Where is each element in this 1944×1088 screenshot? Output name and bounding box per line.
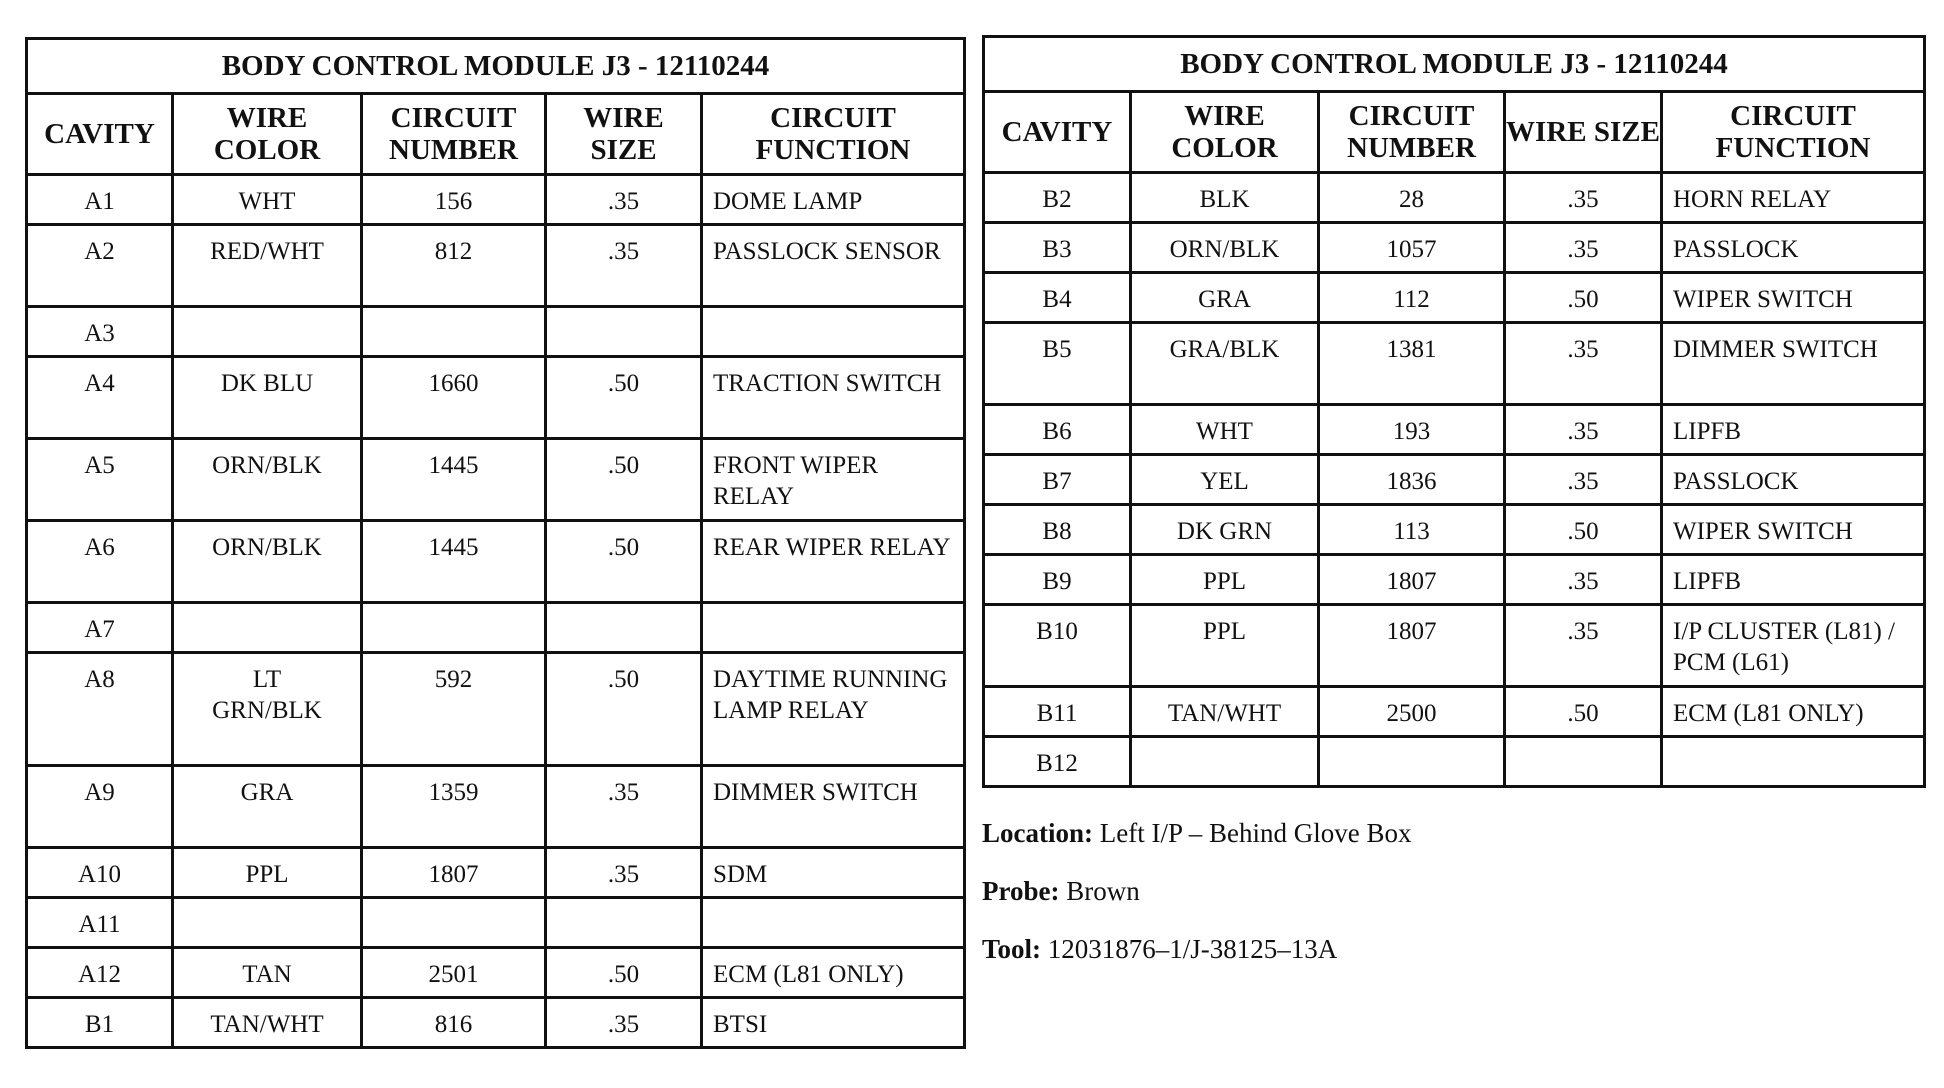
cell-circuit-function: TRACTION SWITCH — [702, 357, 965, 439]
cell-circuit-function: I/P CLUSTER (L81) / PCM (L61) — [1662, 605, 1925, 687]
cell-wire-size — [1505, 737, 1662, 787]
cell-wire-color: BLK — [1131, 173, 1319, 223]
cell-circuit-number — [362, 307, 546, 357]
cell-cavity: B3 — [984, 223, 1131, 273]
col-wire-size: WIRE SIZE — [1505, 92, 1662, 173]
cell-wire-size: .35 — [546, 998, 702, 1048]
cell-wire-size: .35 — [1505, 405, 1662, 455]
cell-wire-color: RED/WHT — [173, 225, 362, 307]
table-title: BODY CONTROL MODULE J3 - 12110244 — [984, 37, 1925, 92]
table-row — [984, 505, 1925, 555]
cell-wire-size: .35 — [546, 766, 702, 848]
cell-wire-size: .50 — [546, 439, 702, 521]
table-row — [984, 223, 1925, 273]
cell-wire-size: .50 — [546, 653, 702, 766]
cell-cavity: A9 — [27, 766, 173, 848]
cell-circuit-number: 2500 — [1319, 687, 1505, 737]
table-row — [27, 603, 965, 653]
cell-wire-color: PPL — [1131, 555, 1319, 605]
cell-circuit-function — [702, 307, 965, 357]
cell-cavity: B5 — [984, 323, 1131, 405]
table-row — [27, 521, 965, 603]
table-row — [984, 605, 1925, 687]
col-circuit-number: CIRCUIT NUMBER — [1319, 92, 1505, 173]
cell-wire-size: .35 — [546, 848, 702, 898]
table-row — [27, 357, 965, 439]
cell-wire-size: .50 — [546, 357, 702, 439]
cell-wire-color: YEL — [1131, 455, 1319, 505]
cell-cavity: A5 — [27, 439, 173, 521]
table-title: BODY CONTROL MODULE J3 - 12110244 — [27, 39, 965, 94]
cell-circuit-function: REAR WIPER RELAY — [702, 521, 965, 603]
cell-circuit-number: 1445 — [362, 439, 546, 521]
table-row — [984, 455, 1925, 505]
probe-note — [982, 876, 1140, 907]
table-row — [984, 737, 1925, 787]
probe-value: Brown — [1066, 876, 1140, 906]
cell-cavity: A4 — [27, 357, 173, 439]
cell-circuit-function — [702, 603, 965, 653]
cell-wire-size: .35 — [1505, 555, 1662, 605]
cell-wire-color: ORN/BLK — [173, 439, 362, 521]
cell-circuit-function: BTSI — [702, 998, 965, 1048]
cell-circuit-function: PASSLOCK — [1662, 455, 1925, 505]
col-cavity: CAVITY — [984, 92, 1131, 173]
cell-circuit-number — [362, 898, 546, 948]
cell-circuit-function — [1662, 737, 1925, 787]
cell-wire-size — [546, 898, 702, 948]
cell-wire-color — [1131, 737, 1319, 787]
cell-circuit-number: 156 — [362, 175, 546, 225]
cell-cavity: B6 — [984, 405, 1131, 455]
cell-circuit-function: WIPER SWITCH — [1662, 273, 1925, 323]
table-row — [27, 225, 965, 307]
cell-circuit-function: ECM (L81 ONLY) — [702, 948, 965, 998]
col-circuit-function: CIRCUIT FUNCTION — [702, 94, 965, 175]
col-wire-color: WIRE COLOR — [1131, 92, 1319, 173]
cell-circuit-number: 1660 — [362, 357, 546, 439]
connector-table-right — [982, 35, 1926, 788]
cell-cavity: A11 — [27, 898, 173, 948]
col-cavity: CAVITY — [27, 94, 173, 175]
col-wire-color: WIRE COLOR — [173, 94, 362, 175]
table-row — [984, 323, 1925, 405]
table-row — [27, 998, 965, 1048]
cell-cavity: A8 — [27, 653, 173, 766]
cell-wire-color: DK GRN — [1131, 505, 1319, 555]
cell-circuit-function: FRONT WIPER RELAY — [702, 439, 965, 521]
cell-wire-size: .35 — [1505, 323, 1662, 405]
tool-label: Tool: — [982, 934, 1042, 964]
cell-circuit-function — [702, 898, 965, 948]
table-row — [984, 273, 1925, 323]
cell-wire-color: TAN/WHT — [1131, 687, 1319, 737]
cell-circuit-function: SDM — [702, 848, 965, 898]
col-wire-size: WIRE SIZE — [546, 94, 702, 175]
cell-wire-color — [173, 603, 362, 653]
cell-circuit-function: HORN RELAY — [1662, 173, 1925, 223]
cell-cavity: A7 — [27, 603, 173, 653]
location-note — [982, 818, 1411, 849]
cell-wire-size: .50 — [1505, 687, 1662, 737]
table-row — [27, 653, 965, 766]
cell-circuit-number: 1359 — [362, 766, 546, 848]
table-row — [984, 173, 1925, 223]
cell-wire-color: GRA/BLK — [1131, 323, 1319, 405]
location-label: Location: — [982, 818, 1093, 848]
cell-circuit-number: 1836 — [1319, 455, 1505, 505]
cell-wire-size — [546, 307, 702, 357]
cell-circuit-function: ECM (L81 ONLY) — [1662, 687, 1925, 737]
cell-cavity: A10 — [27, 848, 173, 898]
cell-circuit-function: DIMMER SWITCH — [1662, 323, 1925, 405]
cell-wire-color: TAN/WHT — [173, 998, 362, 1048]
tool-note — [982, 934, 1337, 965]
table-row — [27, 175, 965, 225]
cell-cavity: B7 — [984, 455, 1131, 505]
cell-wire-color: GRA — [1131, 273, 1319, 323]
table-row — [27, 848, 965, 898]
table-row — [984, 405, 1925, 455]
table-row — [27, 948, 965, 998]
cell-circuit-number: 193 — [1319, 405, 1505, 455]
cell-wire-color: GRA — [173, 766, 362, 848]
cell-cavity: B9 — [984, 555, 1131, 605]
cell-wire-size: .35 — [1505, 455, 1662, 505]
cell-circuit-function: PASSLOCK SENSOR — [702, 225, 965, 307]
cell-wire-color: DK BLU — [173, 357, 362, 439]
cell-wire-size: .50 — [1505, 273, 1662, 323]
cell-wire-size: .50 — [546, 521, 702, 603]
cell-wire-size: .35 — [1505, 605, 1662, 687]
table-row — [27, 766, 965, 848]
cell-cavity: A3 — [27, 307, 173, 357]
cell-wire-size: .50 — [546, 948, 702, 998]
cell-circuit-number: 812 — [362, 225, 546, 307]
cell-circuit-function: LIPFB — [1662, 405, 1925, 455]
cell-cavity: A12 — [27, 948, 173, 998]
cell-wire-size: .35 — [1505, 173, 1662, 223]
cell-cavity: A2 — [27, 225, 173, 307]
cell-circuit-number: 1445 — [362, 521, 546, 603]
cell-circuit-number: 816 — [362, 998, 546, 1048]
cell-wire-color: ORN/BLK — [173, 521, 362, 603]
tool-value: 12031876–1/J-38125–13A — [1047, 934, 1338, 964]
cell-circuit-number: 1807 — [1319, 605, 1505, 687]
cell-wire-color — [173, 898, 362, 948]
cell-cavity: B12 — [984, 737, 1131, 787]
table-row — [984, 555, 1925, 605]
connector-table-left — [25, 37, 966, 1049]
cell-cavity: B11 — [984, 687, 1131, 737]
cell-circuit-number: 1381 — [1319, 323, 1505, 405]
cell-circuit-function: WIPER SWITCH — [1662, 505, 1925, 555]
cell-wire-size: .50 — [1505, 505, 1662, 555]
cell-cavity: B1 — [27, 998, 173, 1048]
table-row — [27, 898, 965, 948]
cell-circuit-number: 2501 — [362, 948, 546, 998]
cell-wire-color: WHT — [173, 175, 362, 225]
cell-circuit-number: 28 — [1319, 173, 1505, 223]
cell-cavity: B8 — [984, 505, 1131, 555]
cell-cavity: A6 — [27, 521, 173, 603]
cell-wire-color: PPL — [1131, 605, 1319, 687]
cell-circuit-function: LIPFB — [1662, 555, 1925, 605]
location-value: Left I/P – Behind Glove Box — [1099, 818, 1412, 848]
probe-label: Probe: — [982, 876, 1060, 906]
cell-circuit-number: 1057 — [1319, 223, 1505, 273]
cell-circuit-number — [362, 603, 546, 653]
cell-wire-size: .35 — [546, 175, 702, 225]
table-row — [27, 439, 965, 521]
cell-circuit-function: PASSLOCK — [1662, 223, 1925, 273]
col-circuit-function: CIRCUIT FUNCTION — [1662, 92, 1925, 173]
cell-circuit-number: 113 — [1319, 505, 1505, 555]
cell-wire-color — [173, 307, 362, 357]
cell-cavity: B10 — [984, 605, 1131, 687]
cell-wire-color: LT GRN/BLK — [173, 653, 362, 766]
cell-circuit-number: 1807 — [1319, 555, 1505, 605]
cell-circuit-number: 592 — [362, 653, 546, 766]
cell-circuit-function: DOME LAMP — [702, 175, 965, 225]
cell-circuit-function: DIMMER SWITCH — [702, 766, 965, 848]
cell-circuit-number: 1807 — [362, 848, 546, 898]
col-circuit-number: CIRCUIT NUMBER — [362, 94, 546, 175]
cell-wire-size: .35 — [1505, 223, 1662, 273]
cell-wire-color: TAN — [173, 948, 362, 998]
cell-circuit-number: 112 — [1319, 273, 1505, 323]
cell-wire-size: .35 — [546, 225, 702, 307]
cell-wire-color: WHT — [1131, 405, 1319, 455]
table-row — [27, 307, 965, 357]
cell-cavity: A1 — [27, 175, 173, 225]
table-row — [984, 687, 1925, 737]
cell-wire-color: PPL — [173, 848, 362, 898]
cell-wire-size — [546, 603, 702, 653]
cell-cavity: B2 — [984, 173, 1131, 223]
cell-wire-color: ORN/BLK — [1131, 223, 1319, 273]
cell-circuit-function: DAYTIME RUNNING LAMP RELAY — [702, 653, 965, 766]
cell-circuit-number — [1319, 737, 1505, 787]
cell-cavity: B4 — [984, 273, 1131, 323]
